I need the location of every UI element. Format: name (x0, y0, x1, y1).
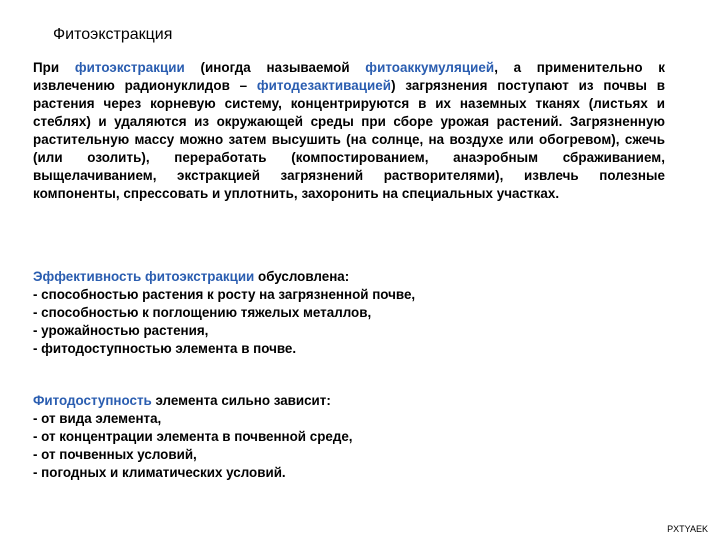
list-item: - от концентрации элемента в почвенной среде, (33, 429, 353, 444)
phytoaccumulation-link[interactable]: фитоаккумуляцией (365, 60, 495, 75)
list-item: - фитодоступностью элемента в почве. (33, 341, 297, 356)
efficiency-heading-rest: обусловлена: (254, 269, 350, 284)
intro-text-3: , а применительно к извлечению радионуклидов – (33, 60, 665, 93)
efficiency-link[interactable]: Эффективность фитоэкстракции (33, 269, 255, 284)
efficiency-section (33, 268, 673, 358)
list-item: - погодных и климатических условий. (33, 465, 286, 480)
intro-text-2: (иногда называемой (184, 60, 366, 75)
list-item: - урожайностью растения, (33, 323, 209, 338)
availability-heading-rest: элемента сильно зависит: (151, 393, 331, 408)
phytodecontamination-link[interactable]: фитодезактивацией (256, 78, 392, 93)
efficiency-heading (33, 268, 673, 286)
availability-section (33, 392, 673, 482)
intro-text-1: При (33, 60, 75, 75)
list-item: - способностью к поглощению тяжелых металлов, (33, 305, 372, 320)
list-item: - от вида элемента, (33, 411, 162, 426)
availability-heading (33, 392, 673, 410)
footer-label: PXTYAEK (667, 524, 708, 534)
phytoextraction-link[interactable]: фитоэкстракции (74, 60, 185, 75)
list-item: - способностью растения к росту на загрязненной почве, (33, 287, 416, 302)
phytoavailability-link[interactable]: Фитодоступность (33, 393, 152, 408)
slide-title: Фитоэкстракция (53, 26, 173, 43)
intro-paragraph (33, 59, 665, 203)
intro-text-4: ) загрязнения поступают из почвы в растения через корневую систему, концентрируются в их наземных тканях (листьях и стеблях) и удаляются из окружающей среды при сборе урожая растений. Загрязненную растительную массу можно затем высушить (на солнце, на воздухе или обогревом), сжечь (или озолить), переработать (компостированием, анаэробным сбраживанием, выщелачиванием, экстракцией загрязнений растворителями), извлечь полезные компоненты, спрессовать и уплотнить, захоронить на специальных участках. (33, 78, 665, 201)
list-item: - от почвенных условий, (33, 447, 197, 462)
